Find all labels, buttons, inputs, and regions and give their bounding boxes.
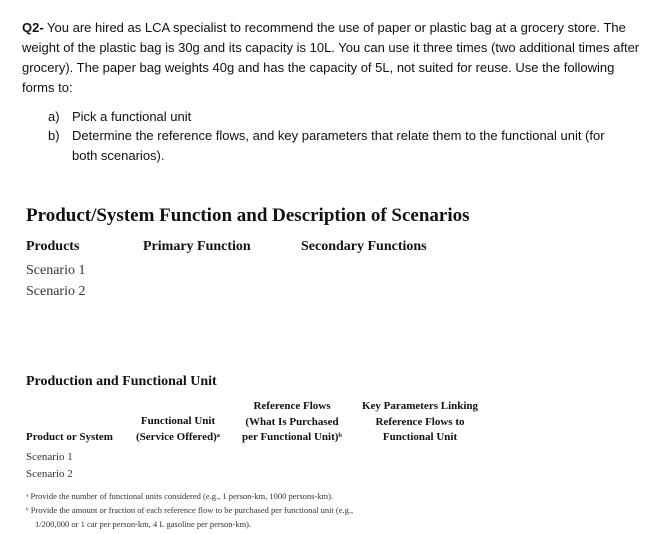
table2-header-product: Product or System <box>26 431 113 443</box>
list-marker-b: b) <box>48 128 60 143</box>
table2-header-kp-line3: Functional Unit <box>382 431 458 443</box>
table2-title: Production and Functional Unit <box>26 374 217 389</box>
table1-header-secondary-functions: Secondary Functions <box>301 239 427 254</box>
table1-title: Product/System Function and Description of Scenarios <box>26 205 470 226</box>
table2-header-rf-line2: (What Is Purchased <box>245 415 339 428</box>
table2-header-kp-line1: Key Parameters Linking <box>361 400 479 412</box>
table2-header-kp-line2: Reference Flows to <box>375 415 465 428</box>
question-paragraph <box>22 18 644 98</box>
table1-header-products: Products <box>26 239 80 254</box>
table2-header-fu-line1: Functional Unit <box>140 415 216 427</box>
table2-header-fu-line2: (Service Offered)ᵃ <box>136 430 220 443</box>
footnote-a: ᵃ Provide the number of functional units considered (e.g., 1 person-km, 1000 persons-km). <box>26 491 334 501</box>
table2-header-rf-line3: per Functional Unit)ᵇ <box>242 431 342 443</box>
question-text: You are hired as LCA specialist to recommend the use of paper or plastic bag at a grocery store. The weight of the plastic bag is 30g and its capacity is 10L. You can use it three times (two additional times after grocery). The paper bag weights 40g and has the capacity of 5L, not suited for reuse. Use the following forms to: <box>22 20 640 95</box>
table1-header-primary-function: Primary Function <box>143 239 251 254</box>
table2-row-scenario-2: Scenario 2 <box>26 468 73 480</box>
question-label: Q2- <box>22 20 44 35</box>
table2-header-functional-unit <box>130 414 226 445</box>
footnote-b-line1: ᵇ Provide the amount or fraction of each reference flow to be purchased per functional unit (e.g., <box>26 505 354 515</box>
footnote-b-line2: 1/200,000 or 1 car per person-km, 4 L gasoline per person-km). <box>35 519 252 529</box>
list-text-b: Determine the reference flows, and key parameters that relate them to the functional unit (for <box>72 128 605 143</box>
table1-row-scenario-1: Scenario 1 <box>26 263 86 278</box>
table2-header-reference-flows <box>236 399 348 446</box>
table2-header-rf-line1: Reference Flows <box>253 400 331 412</box>
list-marker-a: a) <box>48 109 60 124</box>
table2-row-scenario-1: Scenario 1 <box>26 451 73 463</box>
table2-header-key-parameters <box>358 399 482 446</box>
table1-row-scenario-2: Scenario 2 <box>26 284 86 299</box>
list-text-b-continued: both scenarios). <box>72 148 165 163</box>
list-text-a: Pick a functional unit <box>72 109 192 124</box>
